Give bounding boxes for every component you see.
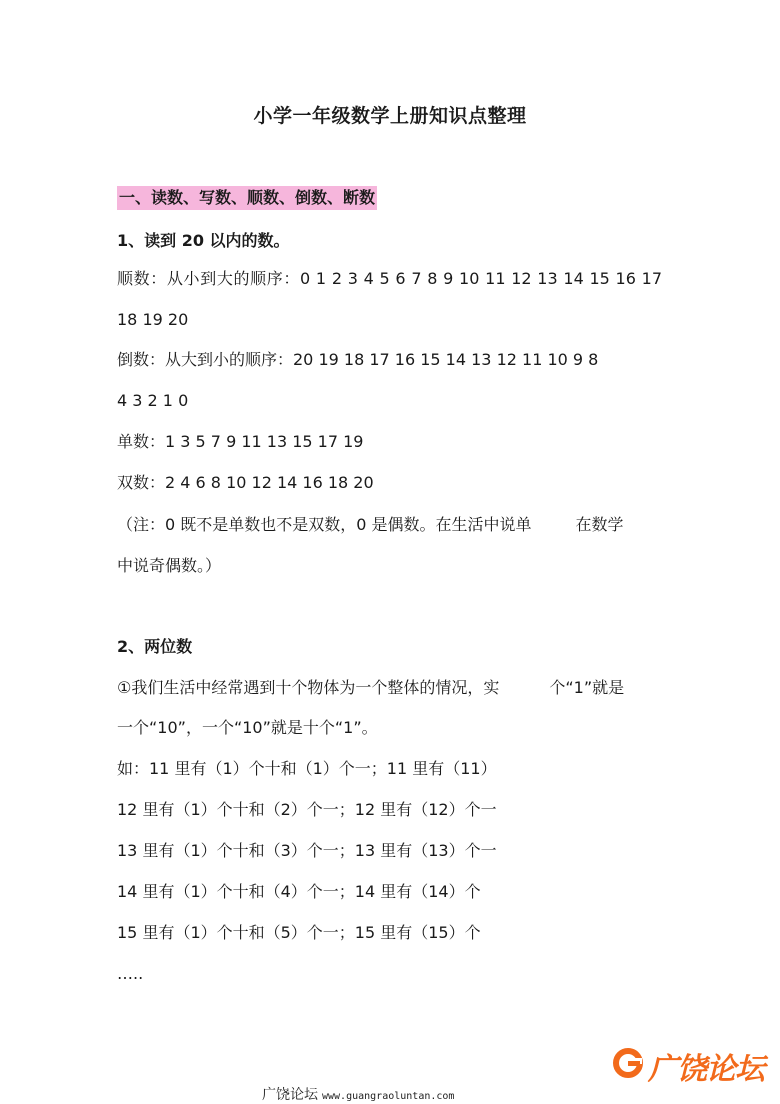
note-line-1-left: （注：0 既不是单数也不是双数，0 是偶数。在生活中说单: [117, 515, 532, 534]
footer-site-name: 广饶论坛: [262, 1087, 318, 1103]
ascending-order-line-1: 顺数：从小到大的顺序：0 1 2 3 4 5 6 7 8 9 10 11 12 13 14 15 16 17: [117, 269, 662, 288]
ascending-order-line-2: 18 19 20: [117, 310, 189, 329]
subheading-two-digit: 2、两位数: [117, 637, 193, 656]
footer-watermark: [262, 1084, 454, 1104]
paragraph-line-1-left: ①我们生活中经常遇到十个物体为一个整体的情况，实: [117, 678, 500, 697]
page-title: 小学一年级数学上册知识点整理: [253, 105, 527, 127]
example-line-15: 15 里有（1）个十和（5）个一；15 里有（15）个: [117, 923, 481, 942]
section-heading-1: [117, 186, 377, 210]
note-line-1-right: 在数学: [575, 515, 624, 534]
paragraph-line-1-right: 个“1”就是: [549, 678, 625, 697]
even-numbers-line: 双数：2 4 6 8 10 12 14 16 18 20: [117, 473, 374, 492]
descending-order-line-1: 倒数：从大到小的顺序：20 19 18 17 16 15 14 13 12 11 10 9 8: [117, 350, 599, 369]
example-line-11: 如：11 里有（1）个十和（1）个一；11 里有（11）: [117, 759, 497, 778]
logo-text: 广饶论坛: [648, 1052, 764, 1087]
site-logo: [610, 1040, 770, 1087]
paragraph-line-2: 一个“10”，一个“10”就是十个“1”。: [117, 718, 378, 737]
subheading-read-numbers: 1、读到 20 以内的数。: [117, 231, 290, 250]
ellipsis-line: …..: [117, 964, 144, 983]
logo-g-icon: [610, 1040, 650, 1084]
note-line-1: [117, 513, 624, 537]
example-line-12: 12 里有（1）个十和（2）个一；12 里有（12）个一: [117, 800, 497, 819]
example-line-13: 13 里有（1）个十和（3）个一；13 里有（13）个一: [117, 841, 497, 860]
odd-numbers-line: 单数：1 3 5 7 9 11 13 15 17 19: [117, 432, 364, 451]
footer-url: www.guangraoluntan.com: [322, 1091, 455, 1102]
descending-order-line-2: 4 3 2 1 0: [117, 391, 189, 410]
example-line-14: 14 里有（1）个十和（4）个一；14 里有（14）个: [117, 882, 481, 901]
note-line-2: 中说奇偶数。）: [117, 556, 222, 575]
paragraph-line-1: [117, 676, 624, 700]
heading-highlight: 一、读数、写数、顺数、倒数、断数: [117, 186, 377, 210]
